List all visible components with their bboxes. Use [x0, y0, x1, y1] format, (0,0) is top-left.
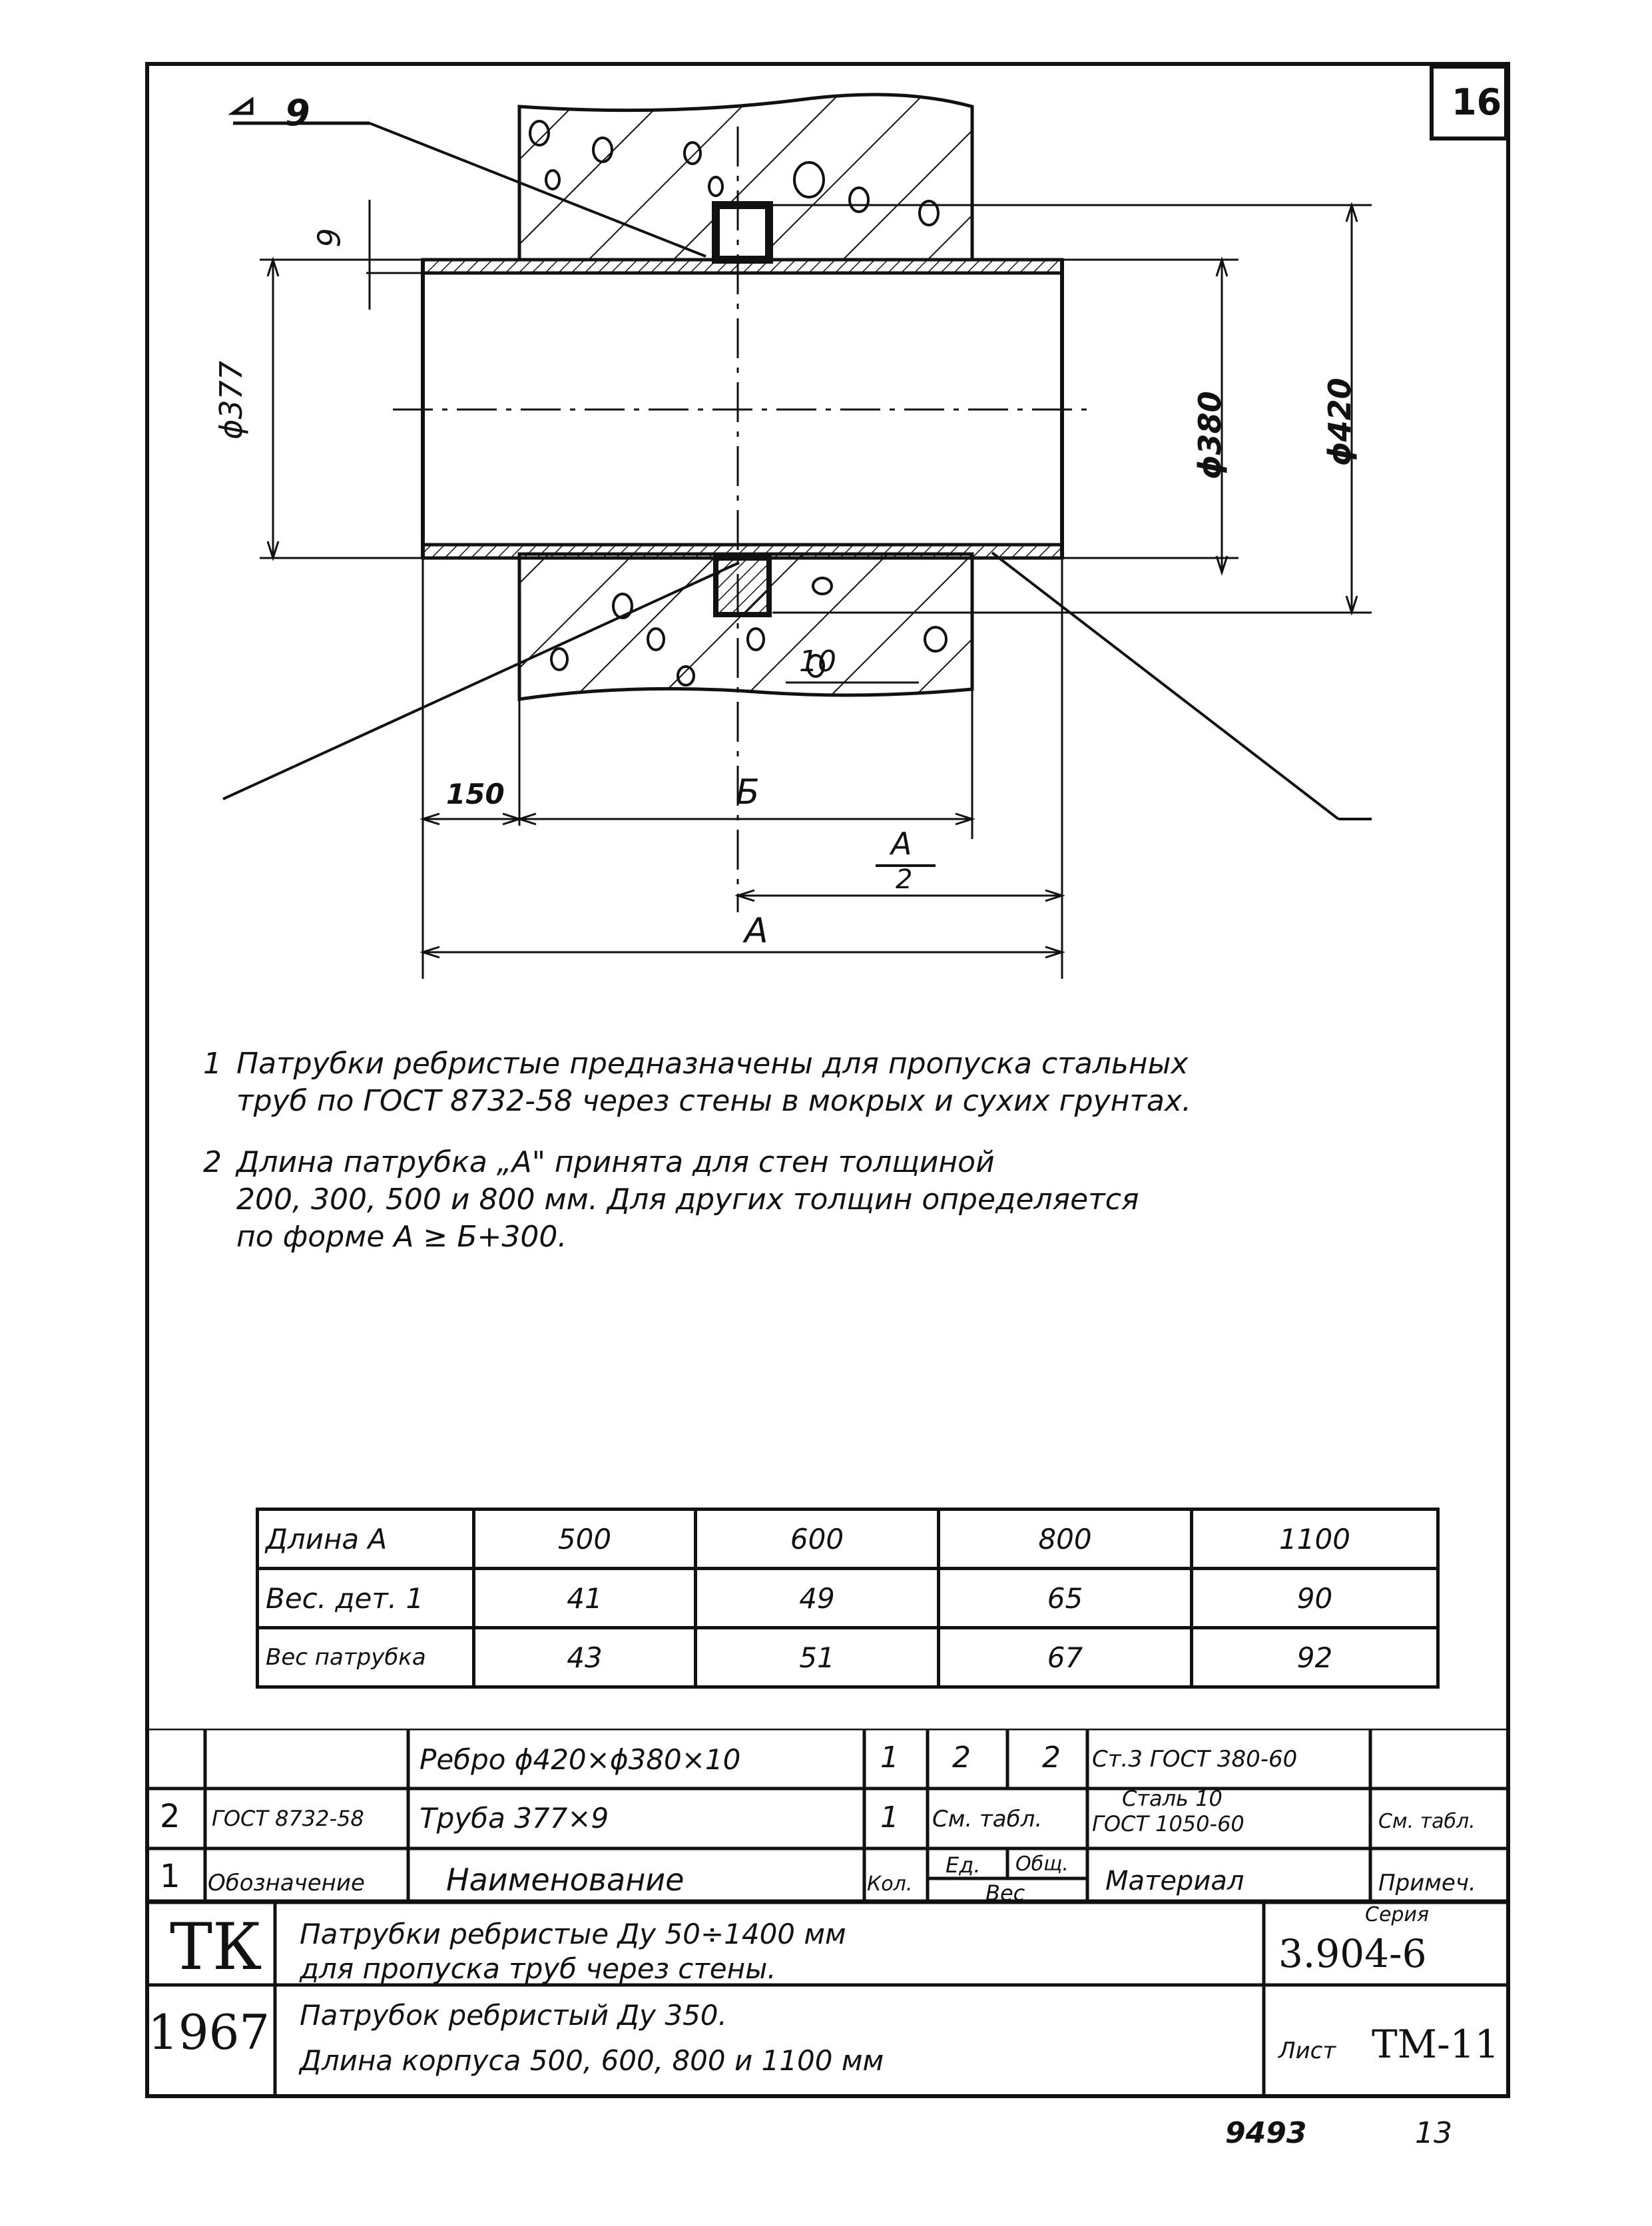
sheet-number: ТМ-11 — [1372, 2022, 1500, 2067]
footer-number: 9493 — [1225, 2116, 1307, 2150]
spec-pipe-designation: ГОСТ 8732-58 — [212, 1806, 364, 1831]
dim-d-inner: ϕ377 — [213, 360, 249, 439]
spec-pipe-weight: См. табл. — [932, 1806, 1043, 1832]
dim-offset: 150 — [446, 778, 505, 810]
title-line-2: для пропуска труб через стены. — [300, 1952, 776, 1985]
spec-pipe-note: См. табл. — [1378, 1810, 1476, 1833]
dim-thickness: 9 — [311, 228, 348, 248]
dim-d-rib-outer: ϕ420 — [1322, 378, 1358, 466]
sheet-corner-number: 16 — [1452, 81, 1502, 123]
spec-header-material: Материал — [1105, 1866, 1244, 1896]
dim-rib-thickness: 10 — [799, 645, 836, 679]
sheet-label: Лист — [1278, 2038, 1336, 2064]
spec-header-w-total: Общ. — [1015, 1852, 1069, 1876]
spec-rib-w-total: 2 — [1042, 1741, 1061, 1775]
notes — [203, 1045, 1402, 1280]
spec-pipe-material-1: Сталь 10 — [1122, 1786, 1223, 1811]
spec-rib-material: Ст.3 ГОСТ 380-60 — [1092, 1746, 1298, 1773]
footer-page: 13 — [1415, 2116, 1452, 2150]
title-line-1: Патрубки ребристые Ду 50÷1400 мм — [300, 1918, 846, 1950]
table-row: Вес патрубка 43 51 67 92 — [258, 1628, 1438, 1687]
dim-wall: Б — [736, 772, 760, 812]
spec-header-note: Примеч. — [1378, 1870, 1476, 1896]
weights-table — [256, 1508, 1440, 1689]
subtitle-line-2: Длина корпуса 500, 600, 800 и 1100 мм — [300, 2044, 884, 2077]
year: 1967 — [148, 2004, 270, 2060]
spec-pipe-name: Труба 377×9 — [419, 1802, 609, 1834]
weld-symbol-size: 9 — [285, 92, 310, 134]
spec-pipe-material-2: ГОСТ 1050-60 — [1092, 1811, 1244, 1836]
dim-half-numerator: A — [891, 826, 912, 862]
spec-pipe-qty: 1 — [880, 1801, 899, 1834]
table-row: Длина A 500 600 800 1100 — [258, 1510, 1438, 1569]
spec-header-name: Наименование — [446, 1862, 685, 1898]
note-2: 2 Длина патрубка „A" принята для стен толщиной 200, 300, 500 и 800 мм. Для других толщин определяется по форме A ≥ Б+300. — [203, 1145, 1139, 1254]
rib-top — [716, 205, 769, 260]
note-1: 1 Патрубки ребристые предназначены для пропуска стальных труб по ГОСТ 8732-58 через стены в мокрых и сухих грунтах. — [203, 1047, 1192, 1118]
dim-total: A — [744, 911, 768, 951]
series-number: 3.904-6 — [1278, 1931, 1427, 1976]
spec-rib-w-unit: 2 — [952, 1741, 971, 1775]
spec-rib-name: Ребро ϕ420×ϕ380×10 — [419, 1743, 741, 1776]
series-label: Серия — [1365, 1903, 1429, 1926]
spec-header-weight: Вес — [985, 1880, 1025, 1906]
spec-header-qty: Кол. — [867, 1872, 913, 1896]
subtitle-line-1: Патрубок ребристый Ду 350. — [300, 1999, 727, 2032]
spec-rib-qty: 1 — [880, 1741, 899, 1775]
spec-header-pos: 1 — [160, 1858, 180, 1895]
spec-header-designation: Обозначение — [208, 1870, 365, 1896]
dim-d-rib-inner: ϕ380 — [1192, 391, 1228, 479]
dim-half-denominator: 2 — [896, 864, 913, 895]
spec-pipe-pos: 2 — [160, 1798, 180, 1835]
org-logo: ТК — [170, 1910, 262, 1984]
rib-bottom — [716, 558, 769, 615]
table-row: Вес. дет. 1 41 49 65 90 — [258, 1569, 1438, 1628]
spec-header-w-unit: Ед. — [946, 1852, 981, 1878]
